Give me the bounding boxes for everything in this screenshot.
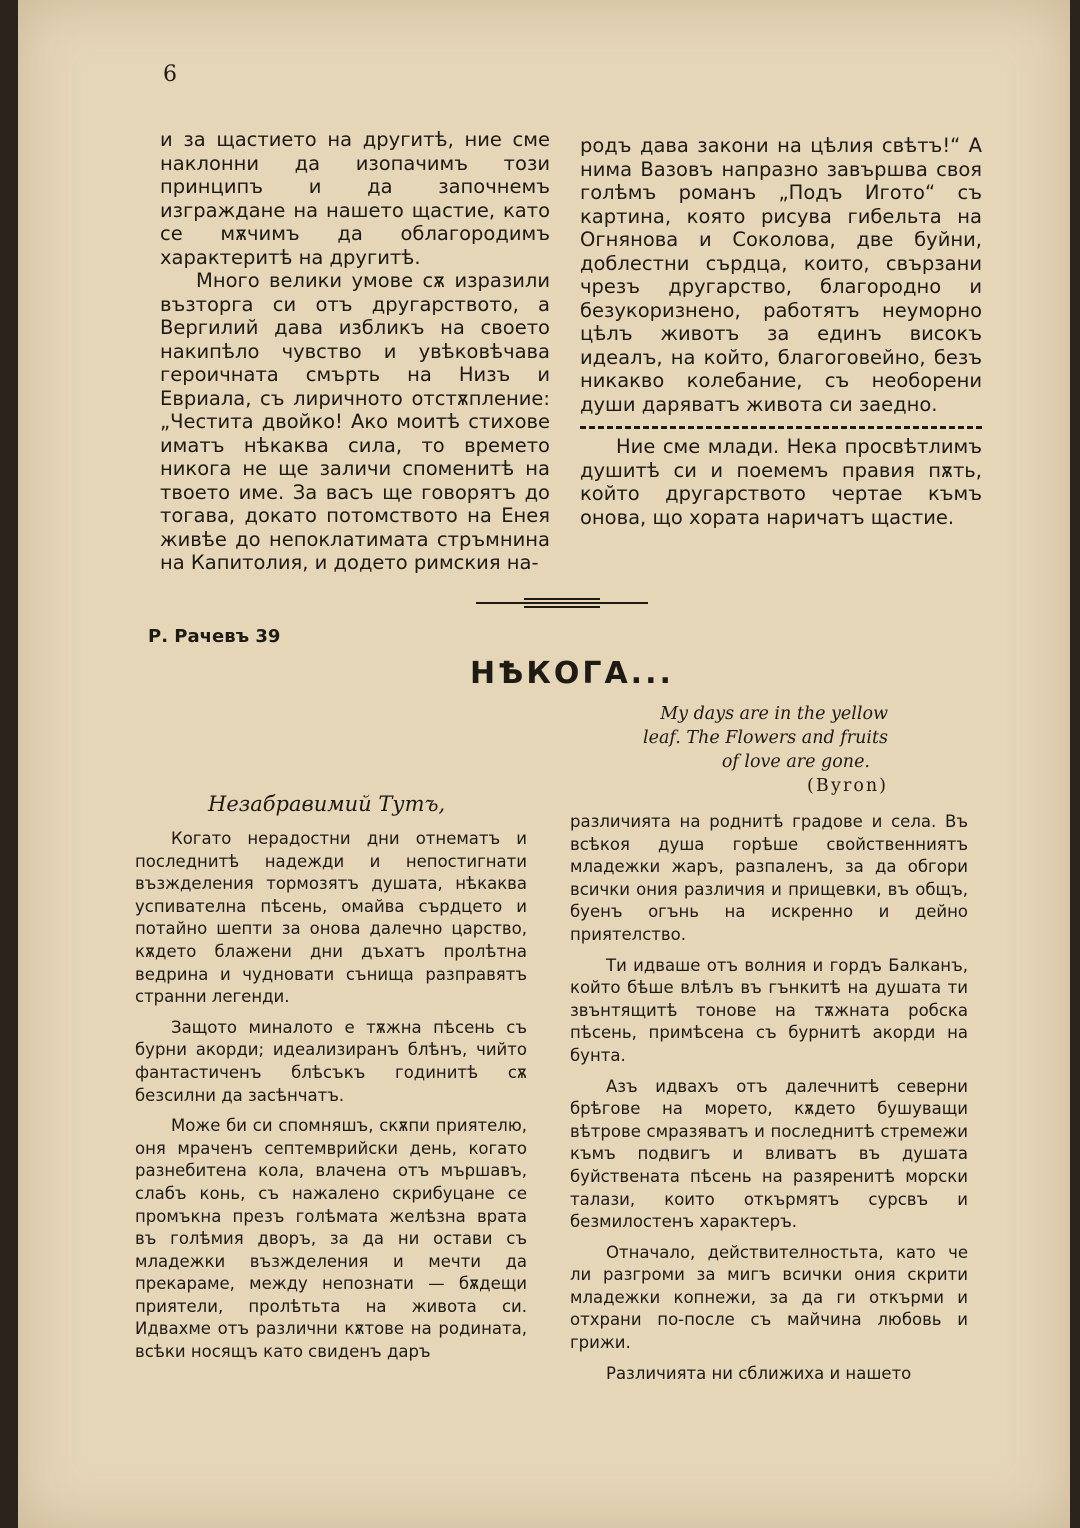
paragraph: и за щастието на другитѣ, ние сме наклонни да изопачимъ този принципъ и да започнемъ изграждане на нашето щастие, като се мѫчимъ да облагородимъ характеритѣ на другитѣ. bbox=[160, 128, 550, 269]
paragraph: Отначало, действителностьта, като че ли разгроми за мигъ всички ония скрити младежки копнежи, за да ги откърми и отхрани по-после съ майчина любовь и грижи. bbox=[570, 1242, 968, 1353]
bottom-right-column bbox=[570, 811, 968, 1393]
top-right-column bbox=[580, 134, 982, 529]
paragraph: родъ дава закони на цѣлия свѣтъ!“ А нима Вазовъ напразно завършва своя голѣмъ романъ „Подъ Игото“ съ картина, която рисува гибельта на Огнянова и Соколова, две буйни, доблестни сърдца, които, свързани чрезъ другарство, благородно и безукоризнено, работятъ неуморно цѣлъ животъ за единъ високъ идеалъ, на който, благоговейно, безъ никакво колебание, съ необорени души даряватъ живота си заедно. bbox=[580, 134, 982, 416]
paragraph: Може би си спомняшъ, скѫпи приятелю, оня мраченъ септемврийски день, когато разнебитена кола, влачена отъ мършавъ, слабъ конь, съ нажалено скрибуцане се промъкна презъ голѣмата желѣзна врата въ голѣмия дворъ, за да ни остави съ младежки възжделения и мечти да прекараме, между непознати — бѫдещи приятели, пролѣтьта на живота си. Идвахме отъ различни кѫтове на родината, всѣки носящъ като свиденъ даръ bbox=[135, 1116, 527, 1362]
paragraph: Азъ идвахъ отъ далечнитѣ северни брѣгове на морето, кѫдето бушуващи вѣтрове смразяватъ и последнитѣ стремежи къмъ подвигъ и вливатъ въ душата буйствената пѣсень на разяренитѣ морски талази, които откърмятъ сурсвъ и безмилостенъ характеръ. bbox=[570, 1076, 968, 1232]
paragraph: Когато нерадостни дни отнематъ и последнитѣ надежди и непостигнати възжделения тормозятъ душата, нѣкаква успивателна пѣсень, омайва сърдцето и потайно шепти за онова далечно царство, кѫдето блажени дни дъхатъ пролѣтна ведрина и чудновати сънища разправятъ странни легенди. bbox=[135, 829, 527, 1007]
article-title: НѢКОГА... bbox=[470, 656, 674, 691]
bottom-left-column bbox=[135, 828, 527, 1372]
top-left-column bbox=[160, 128, 550, 575]
page-number: 6 bbox=[163, 62, 177, 87]
epigraph-line: of love are gone. bbox=[721, 752, 870, 772]
paragraph: различията на роднитѣ градове и села. Въ всѣкоя душа горѣше свойственниятъ младежки жаръ, разпаленъ, за да обгори всички ония различия и прищевки, въ общъ, буенъ огънь на искренно и дейно приятелство. bbox=[570, 812, 968, 944]
section-ornament bbox=[476, 598, 648, 614]
dashed-divider bbox=[580, 426, 982, 429]
paragraph: Ти идваше отъ волния и гордъ Балканъ, който бѣше влѣлъ въ гънкитѣ на душата ти звънтящитѣ тонове на тѫжната робска пѣсень, примѣсена съ бурнитѣ акорди на бунта. bbox=[570, 955, 968, 1065]
salutation: Незабравимий Тутъ, bbox=[208, 792, 446, 816]
paragraph: Много велики умове сѫ изразили възторга си отъ другарството, а Вергилий дава избликъ на своето накипѣло чувство и увѣковѣчава героичната смърть на Низъ и Евриала, съ лиричното отстѫпление: „Честита двойко! Ако моитѣ стихове иматъ нѣкаква сила, то времето никога не ще заличи споменитѣ на твоето име. За васъ ще говорятъ до тогава, докато потомството на Енея живѣе до непоклатимата стръмнина на Капитолия, и додето римския на- bbox=[160, 269, 550, 574]
epigraph-line: leaf. The Flowers and fruits bbox=[643, 728, 888, 748]
epigraph-line: My days are in the yellow bbox=[660, 704, 888, 724]
paragraph: Защото миналото е тѫжна пѣсень съ бурни акорди; идеализиранъ блѣнъ, чийто фантастиченъ блѣсъкъ годинитѣ сѫ безсилни да засѣнчатъ. bbox=[135, 1017, 527, 1105]
epigraph-source: (Вуron) bbox=[807, 776, 888, 796]
magazine-page bbox=[18, 0, 1070, 1528]
paragraph: Ние сме млади. Нека просвѣтлимъ душитѣ си и поемемъ правия пѫть, който другарството чертае къмъ онова, що хората наричатъ щастие. bbox=[580, 435, 982, 529]
paragraph: Различията ни сближиха и нашето bbox=[606, 1363, 912, 1383]
article-author: Р. Рачевъ 39 bbox=[148, 626, 281, 647]
epigraph bbox=[578, 702, 888, 798]
